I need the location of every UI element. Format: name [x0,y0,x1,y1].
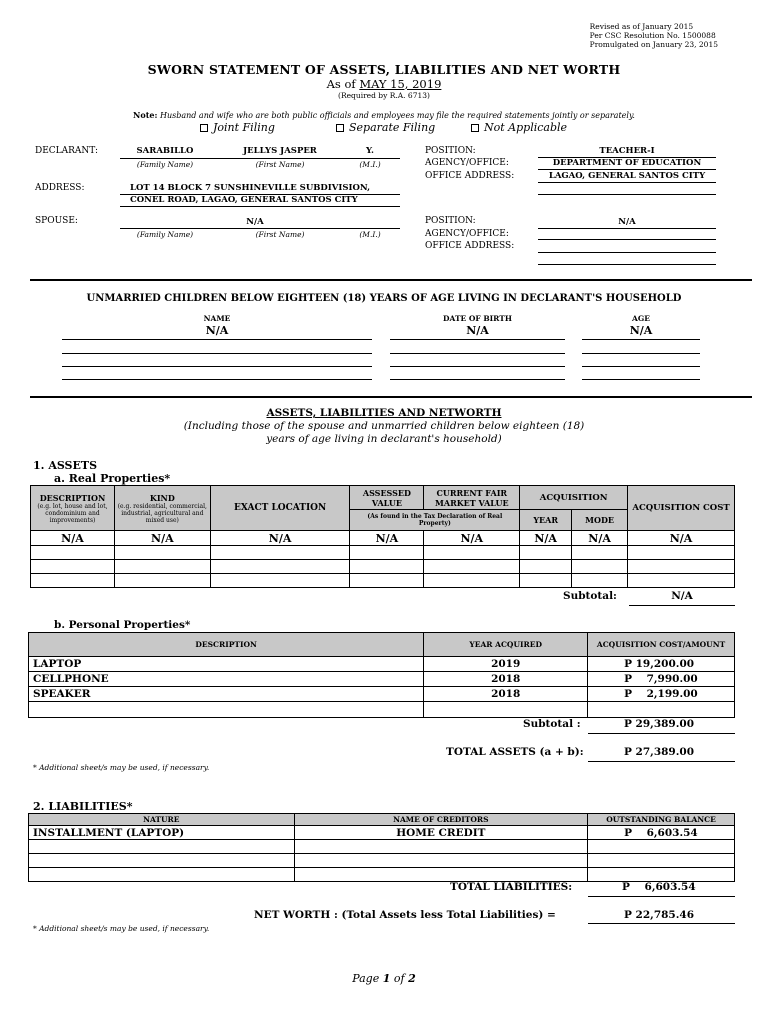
table-row: SPEAKER 2018 P 2,199.00 [29,687,735,702]
personal-subtotal-label: Subtotal : [523,718,581,730]
checkbox-icon [471,124,479,132]
real-properties-table [30,485,735,588]
note-text: Husband and wife who are both public officials and employees may file the required statements jointly or separately. [159,111,635,120]
table-row: N/A N/A N/A N/A N/A N/A N/A N/A [31,531,735,546]
header-acquisition: ACQUISITION [520,486,628,510]
as-of-date [0,77,768,91]
table-row: LAPTOP 2019 P 19,200.00 [29,657,735,672]
real-subtotal-value: N/A [671,590,693,602]
table-row [29,840,735,854]
family-name-caption: (Family Name) [136,230,194,239]
separate-filing-label: Separate Filing [349,121,436,134]
assets-heading: 1. ASSETS [33,459,98,472]
personal-properties-table [28,632,735,718]
spouse-agency-label: AGENCY/OFFICE: [425,229,509,239]
not-applicable-label: Not Applicable [484,121,568,134]
header-location: EXACT LOCATION [210,486,350,531]
alnw-title: ASSETS, LIABILITIES AND NETWORTH [266,407,502,419]
document-title: SWORN STATEMENT OF ASSETS, LIABILITIES AND NET WORTH [147,62,621,77]
children-col-age: AGE [632,314,650,323]
as-of-label: As of [326,77,356,91]
header-mode: MODE [572,510,628,531]
mi-caption: (M.I.) [359,230,381,239]
table-row: CELLPHONE 2018 P 7,990.00 [29,672,735,687]
page-number: Page 1 of 2 [352,972,416,985]
note-label: Note: [133,110,158,120]
personal-properties-heading: b. Personal Properties* [54,619,191,631]
header-description: DESCRIPTION (e.g. lot, house and lot, condominium and improvements) [31,486,115,531]
joint-filing-checkbox[interactable] [200,121,275,134]
header-fair-market: CURRENT FAIR MARKET VALUE [424,486,520,510]
liabilities-footnote: * Additional sheet/s may be used, if necessary. [33,924,210,933]
assets-footnote: * Additional sheet/s may be used, if necessary. [33,763,210,772]
declarant-mi: Y. [366,146,374,156]
table-row: INSTALLMENT (LAPTOP) HOME CREDIT P 6,603.54 [29,826,735,840]
real-subtotal-label: Subtotal: [563,590,617,602]
header-assessed: ASSESSED VALUE [350,486,424,510]
net-worth-label: NET WORTH : (Total Assets less Total Liabilities) = [254,909,556,921]
family-name-caption: (Family Name) [136,160,194,169]
first-name-caption: (First Name) [255,230,305,239]
header-nature: NATURE [29,814,295,826]
mi-caption: (M.I.) [359,160,381,169]
spouse-name: N/A [246,217,264,227]
required-by: (Required by R.A. 6713) [338,91,430,100]
checkbox-icon [336,124,344,132]
alnw-subtitle-1: (Including those of the spouse and unmarried children below eighteen (18) [183,420,585,432]
total-assets-value: P 27,389.00 [624,746,695,758]
net-worth-value: P 22,785.46 [624,909,695,921]
spouse-position-value: N/A [618,217,636,227]
header-cost: ACQUISITION COST/AMOUNT [588,633,735,657]
header-fair-note: (As found in the Tax Declaration of Real Property) [350,510,520,531]
table-row [31,560,735,574]
declarant-family-name: SARABILLO [136,146,194,156]
header-creditors: NAME OF CREDITORS [294,814,587,826]
spouse-position-label: POSITION: [425,216,476,226]
agency-value: DEPARTMENT OF EDUCATION [552,158,702,168]
agency-label: AGENCY/OFFICE: [425,158,509,168]
as-of-value: MAY 15, 2019 [359,77,442,91]
separate-filing-checkbox[interactable] [336,121,435,134]
address-label: ADDRESS: [35,183,85,193]
office-address-label: OFFICE ADDRESS: [425,171,515,181]
table-row [31,574,735,588]
personal-subtotal-value: P 29,389.00 [624,718,695,730]
not-applicable-checkbox[interactable] [471,121,567,134]
revision-line: Revised as of January 2015 [589,22,694,31]
table-row [31,546,735,560]
header-year: YEAR [520,510,572,531]
child-name: N/A [205,324,229,337]
children-title: UNMARRIED CHILDREN BELOW EIGHTEEN (18) YEARS OF AGE LIVING IN DECLARANT'S HOUSEHOLD [86,293,682,304]
revision-line: Promulgated on January 23, 2015 [589,40,718,49]
header-cost: ACQUISITION COST [628,486,735,531]
table-row [29,868,735,882]
spouse-label: SPOUSE: [35,216,78,226]
address-line-1: LOT 14 BLOCK 7 SUNSHINEVILLE SUBDIVISION, [130,183,371,193]
children-col-dob: DATE OF BIRTH [443,314,512,323]
real-properties-heading: a. Real Properties* [54,472,171,485]
revision-info [590,22,718,49]
position-label: POSITION: [425,146,476,156]
revision-line: Per CSC Resolution No. 1500088 [589,31,716,40]
header-kind: KIND (e.g. residential, commercial, industrial, agricultural and mixed use) [114,486,210,531]
office-address-value: LAGAO, GENERAL SANTOS CITY [548,171,706,181]
header-description: DESCRIPTION [29,633,424,657]
child-dob: N/A [466,324,489,337]
first-name-caption: (First Name) [255,160,305,169]
header-year-acquired: YEAR ACQUIRED [424,633,588,657]
position-value: TEACHER-I [599,146,655,156]
child-age: N/A [629,324,653,337]
children-col-name: NAME [203,314,231,323]
address-line-2: CONEL ROAD, LAGAO, GENERAL SANTOS CITY [130,195,358,205]
total-assets-label: TOTAL ASSETS (a + b): [446,746,584,758]
joint-filing-label: Joint Filing [213,121,275,134]
declarant-label: DECLARANT: [35,146,99,156]
table-row [29,702,735,718]
total-liabilities-label: TOTAL LIABILITIES: [450,881,573,893]
table-row [29,854,735,868]
total-liabilities-value: P 6,603.54 [622,881,696,893]
spouse-office-address-label: OFFICE ADDRESS: [425,241,515,251]
liabilities-table [28,813,735,882]
declarant-first-name: JELLYS JASPER [243,146,317,156]
header-balance: OUTSTANDING BALANCE [588,814,735,826]
note [0,110,768,120]
liabilities-heading: 2. LIABILITIES* [33,800,133,813]
alnw-subtitle-2: years of age living in declarant's household) [266,433,502,445]
checkbox-icon [200,124,208,132]
